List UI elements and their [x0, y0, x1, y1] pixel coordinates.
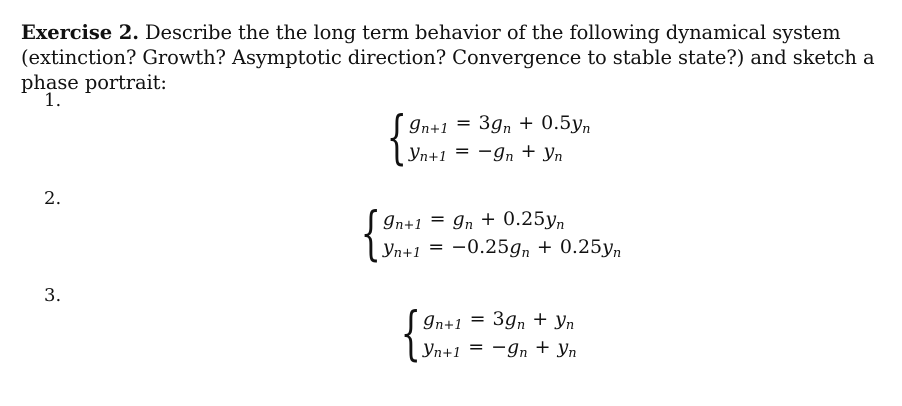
equation-system-1 [370, 103, 591, 171]
equation-2b: $y_{n+1} = -0.25g_n + 0.25y_n$ [382, 236, 622, 261]
brace-icon: { [360, 199, 381, 267]
brace-icon: { [400, 299, 421, 367]
equation-system-2 [344, 199, 622, 267]
item-number-1: 1. [44, 90, 62, 111]
item-number-2: 2. [44, 188, 62, 209]
exercise-label: Exercise 2. [21, 21, 139, 44]
brace-icon: { [386, 103, 407, 171]
exercise-text: Describe the the long term behavior of the following dynamical system (extinction? Growth? Asymptotic direction? Convergence to stable state?) and sketch a phase portrait: [21, 21, 875, 94]
exercise-statement [21, 20, 891, 95]
equation-2a: $g_{n+1} = g_n + 0.25y_n$ [382, 208, 565, 233]
equation-3a: $g_{n+1} = 3g_n + y_n$ [422, 308, 575, 333]
equation-system-3 [384, 299, 577, 367]
item-number-3: 3. [44, 285, 62, 306]
equation-1b: $y_{n+1} = -g_n + y_n$ [408, 140, 563, 165]
equation-3b: $y_{n+1} = -g_n + y_n$ [422, 336, 577, 361]
equation-1a: $g_{n+1} = 3g_n + 0.5y_n$ [408, 112, 591, 137]
